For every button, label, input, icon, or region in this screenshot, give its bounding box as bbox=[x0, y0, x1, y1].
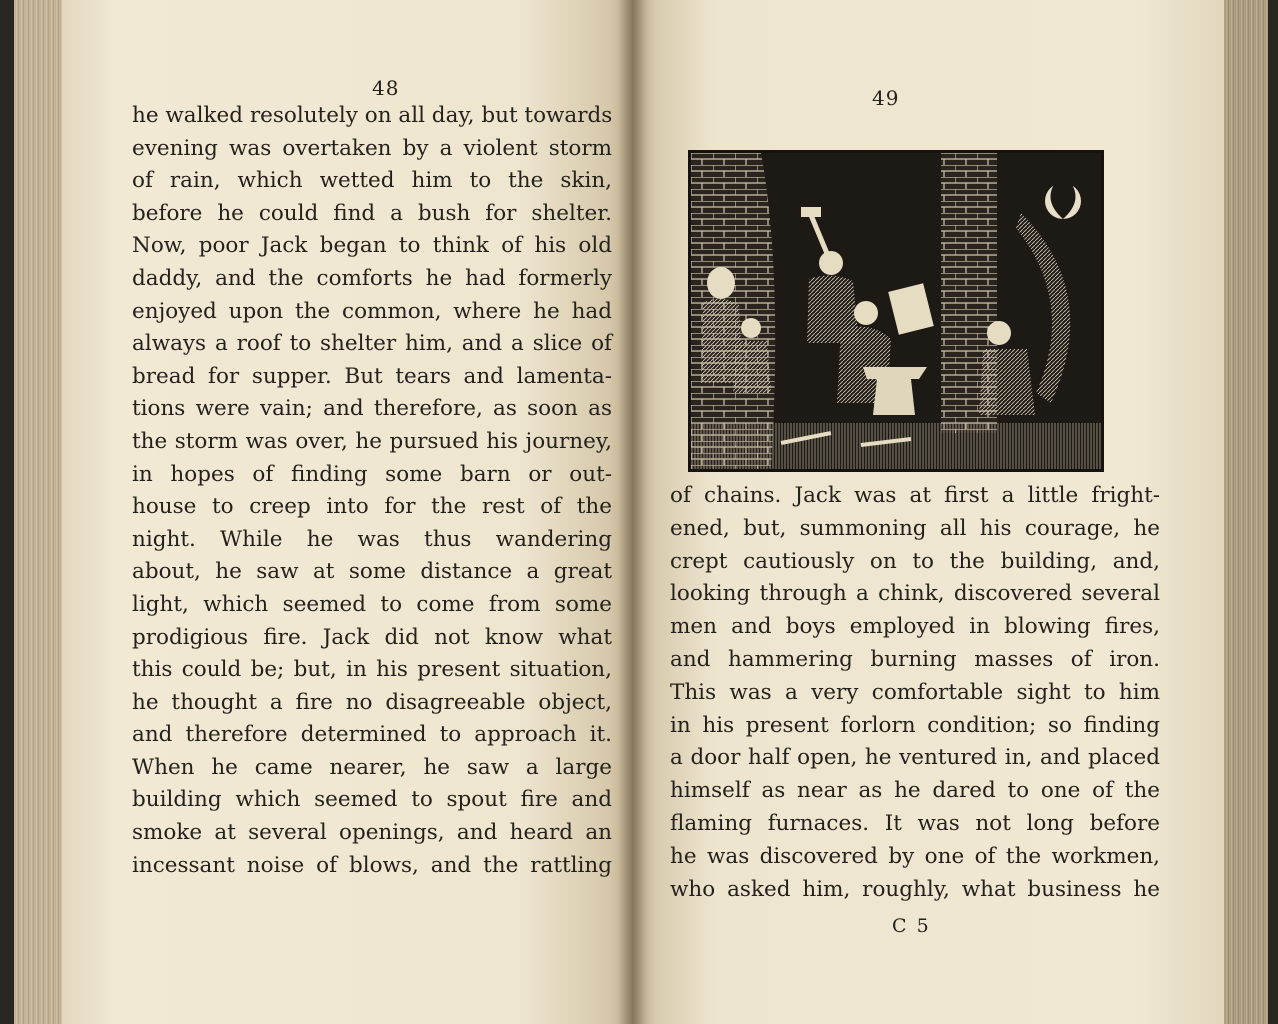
text-line: and therefore determined to approach it. bbox=[132, 722, 612, 748]
forge-scene-image bbox=[691, 153, 1101, 469]
text-line: night. While he was thus wandering bbox=[132, 526, 612, 552]
right-page-text bbox=[670, 480, 1160, 906]
text-line: bread for supper. But tears and lamenta- bbox=[132, 363, 612, 389]
text-line: enjoyed upon the common, where he had bbox=[132, 298, 612, 324]
text-line: crept cautiously on to the building, and, bbox=[670, 548, 1160, 574]
text-line: flaming furnaces. It was not long before bbox=[670, 810, 1160, 836]
text-line: daddy, and the comforts he had formerly bbox=[132, 265, 612, 291]
text-line: ened, but, summoning all his courage, he bbox=[670, 515, 1160, 541]
text-line: a door half open, he ventured in, and placed bbox=[670, 745, 1160, 771]
text-line: building which seemed to spout fire and bbox=[132, 787, 612, 813]
text-line: before he could find a bush for shelter. bbox=[132, 200, 612, 226]
text-line: Now, poor Jack began to think of his old bbox=[132, 233, 612, 259]
text-line: in his present forlorn condition; so finding bbox=[670, 712, 1160, 738]
text-line: evening was overtaken by a violent storm bbox=[132, 135, 612, 161]
left-page bbox=[62, 0, 632, 1024]
book-gutter bbox=[618, 0, 646, 1024]
text-line: he was discovered by one of the workmen, bbox=[670, 843, 1160, 869]
woodcut-illustration bbox=[688, 150, 1104, 472]
right-page bbox=[632, 0, 1224, 1024]
text-line: always a roof to shelter him, and a slice of bbox=[132, 331, 612, 357]
text-line: who asked him, roughly, what business he bbox=[670, 876, 1160, 902]
text-line: This was a very comfortable sight to him bbox=[670, 679, 1160, 705]
text-line: this could be; but, in his present situation, bbox=[132, 657, 612, 683]
right-page-edges bbox=[1220, 0, 1278, 1024]
text-line: tions were vain; and therefore, as soon as bbox=[132, 396, 612, 422]
text-line: in hopes of finding some barn or out- bbox=[132, 461, 612, 487]
text-line: and hammering burning masses of iron. bbox=[670, 646, 1160, 672]
text-line: men and boys employed in blowing fires, bbox=[670, 614, 1160, 640]
text-line: of chains. Jack was at first a little fright- bbox=[670, 483, 1160, 508]
text-line: house to creep into for the rest of the bbox=[132, 494, 612, 520]
left-page-text bbox=[132, 100, 612, 882]
text-line: smoke at several openings, and heard an bbox=[132, 820, 612, 846]
text-line: he walked resolutely on all day, but towards bbox=[132, 103, 613, 128]
left-page-edges bbox=[0, 0, 70, 1024]
text-line: When he came nearer, he saw a large bbox=[132, 754, 612, 780]
text-line: he thought a fire no disagreeable object, bbox=[132, 689, 612, 715]
text-line: about, he saw at some distance a great bbox=[132, 559, 612, 585]
text-line: prodigious fire. Jack did not know what bbox=[132, 624, 612, 650]
text-line: incessant noise of blows, and the rattling bbox=[132, 852, 612, 878]
text-line: of rain, which wetted him to the skin, bbox=[132, 168, 612, 194]
page-number-left: 48 bbox=[372, 76, 400, 100]
page-number-right: 49 bbox=[872, 86, 900, 110]
text-line: himself as near as he dared to one of the bbox=[670, 778, 1160, 804]
text-line: the storm was over, he pursued his journey, bbox=[132, 428, 612, 454]
text-line: light, which seemed to come from some bbox=[132, 591, 612, 617]
signature-mark: C 5 bbox=[892, 915, 931, 937]
text-line: looking through a chink, discovered several bbox=[670, 581, 1160, 607]
